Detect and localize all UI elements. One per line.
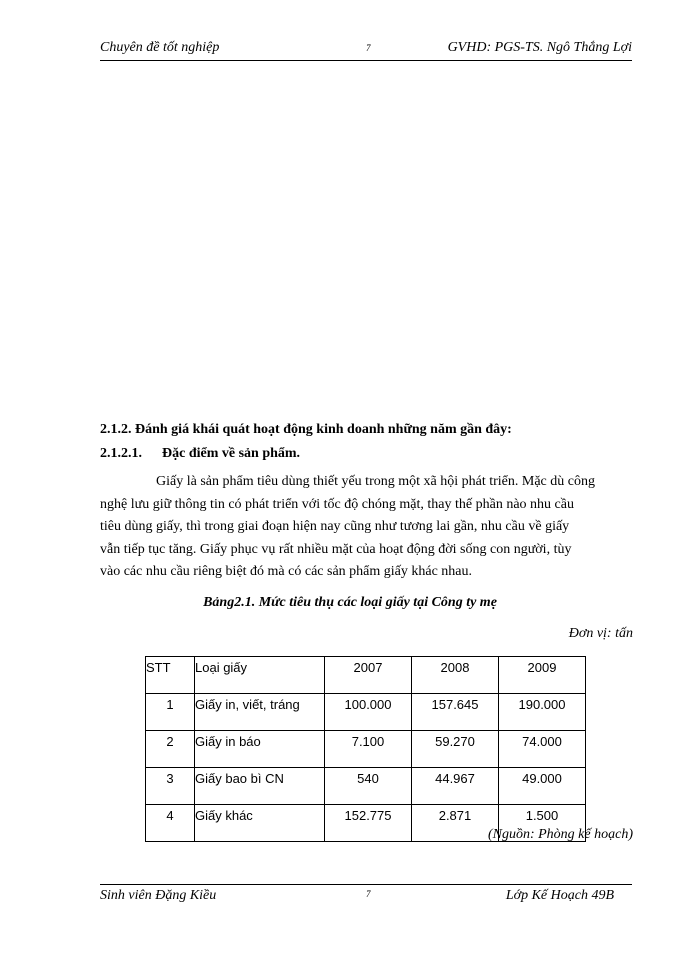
- section-heading: 2.1.2. Đánh giá khái quát hoạt động kinh doanh những năm gần đây:: [100, 422, 512, 437]
- subsection-heading: [100, 446, 300, 462]
- header-cell: 2009: [499, 657, 586, 694]
- table-cell: 157.645: [412, 694, 499, 731]
- header-left-text: Chuyên đề tốt nghiệp: [100, 40, 220, 55]
- footer-right-text: Lớp Kế Hoạch 49B: [505, 888, 614, 903]
- table-cell: 152.775: [325, 805, 412, 842]
- table-source: (Nguồn: Phòng kế hoạch): [487, 827, 633, 842]
- paragraph-line: Giấy là sản phẩm tiêu dùng thiết yếu trong một xã hội phát triển. Mặc dù công: [156, 474, 595, 489]
- header-cell: Loại giấy: [195, 657, 325, 694]
- table-cell: 59.270: [412, 731, 499, 768]
- page-header: [100, 38, 632, 61]
- paragraph-line: tiêu dùng giấy, thì trong giai đoạn hiện nay cũng như tương lai gần, nhu cầu về giấy: [100, 519, 570, 535]
- subsection-title: Đặc điểm về sản phẩm.: [162, 446, 301, 461]
- paragraph-line: vẫn tiếp tục tăng. Giấy phục vụ rất nhiều mặt của hoạt động đời sống con người, tùy: [100, 541, 572, 557]
- table-cell: Giấy in báo: [195, 731, 325, 768]
- body-paragraph: [100, 471, 634, 584]
- table-cell: 540: [325, 768, 412, 805]
- header-cell: STT: [146, 657, 195, 694]
- page-footer: [100, 884, 632, 910]
- table-cell: Giấy bao bì CN: [195, 768, 325, 805]
- footer-page-number: 7: [366, 889, 371, 899]
- subsection-number: 2.1.2.1.: [100, 446, 142, 461]
- header-cell: 2008: [412, 657, 499, 694]
- paragraph-line: nghệ lưu giữ thông tin có phát triển với tốc độ chóng mặt, thay thế phần nào nhu cầu: [100, 496, 574, 512]
- table-cell: 3: [146, 768, 195, 805]
- table-cell: 44.967: [412, 768, 499, 805]
- header-right-text: GVHD: PGS-TS. Ngô Thắng Lợi: [447, 40, 632, 55]
- header-page-number: 7: [366, 43, 371, 53]
- footer-left-text: Sinh viên Đặng Kiều: [100, 888, 217, 903]
- paragraph-line: vào các nhu cầu riêng biệt đó mà có các sản phẩm giấy khác nhau.: [100, 564, 473, 580]
- table-header-row: [146, 657, 586, 694]
- table-cell: 4: [146, 805, 195, 842]
- consumption-table: [145, 656, 586, 842]
- header-cell: 2007: [325, 657, 412, 694]
- table-cell: 100.000: [325, 694, 412, 731]
- table-row: [146, 768, 586, 805]
- table-cell: Giấy khác: [195, 805, 325, 842]
- table-row: [146, 694, 586, 731]
- table-row: [146, 731, 586, 768]
- table-cell: 2: [146, 731, 195, 768]
- table-unit: Đơn vị: tấn: [568, 626, 633, 641]
- table-cell: 1: [146, 694, 195, 731]
- table-cell: 7.100: [325, 731, 412, 768]
- table-cell: Giấy in, viết, tráng: [195, 694, 325, 731]
- table-cell: 49.000: [499, 768, 586, 805]
- table-caption: Bảng2.1. Mức tiêu thụ các loại giấy tại Công ty mẹ: [203, 595, 497, 610]
- table-cell: 1.500: [499, 805, 586, 842]
- table-cell: 2.871: [412, 805, 499, 842]
- table-cell: 74.000: [499, 731, 586, 768]
- table-cell: 190.000: [499, 694, 586, 731]
